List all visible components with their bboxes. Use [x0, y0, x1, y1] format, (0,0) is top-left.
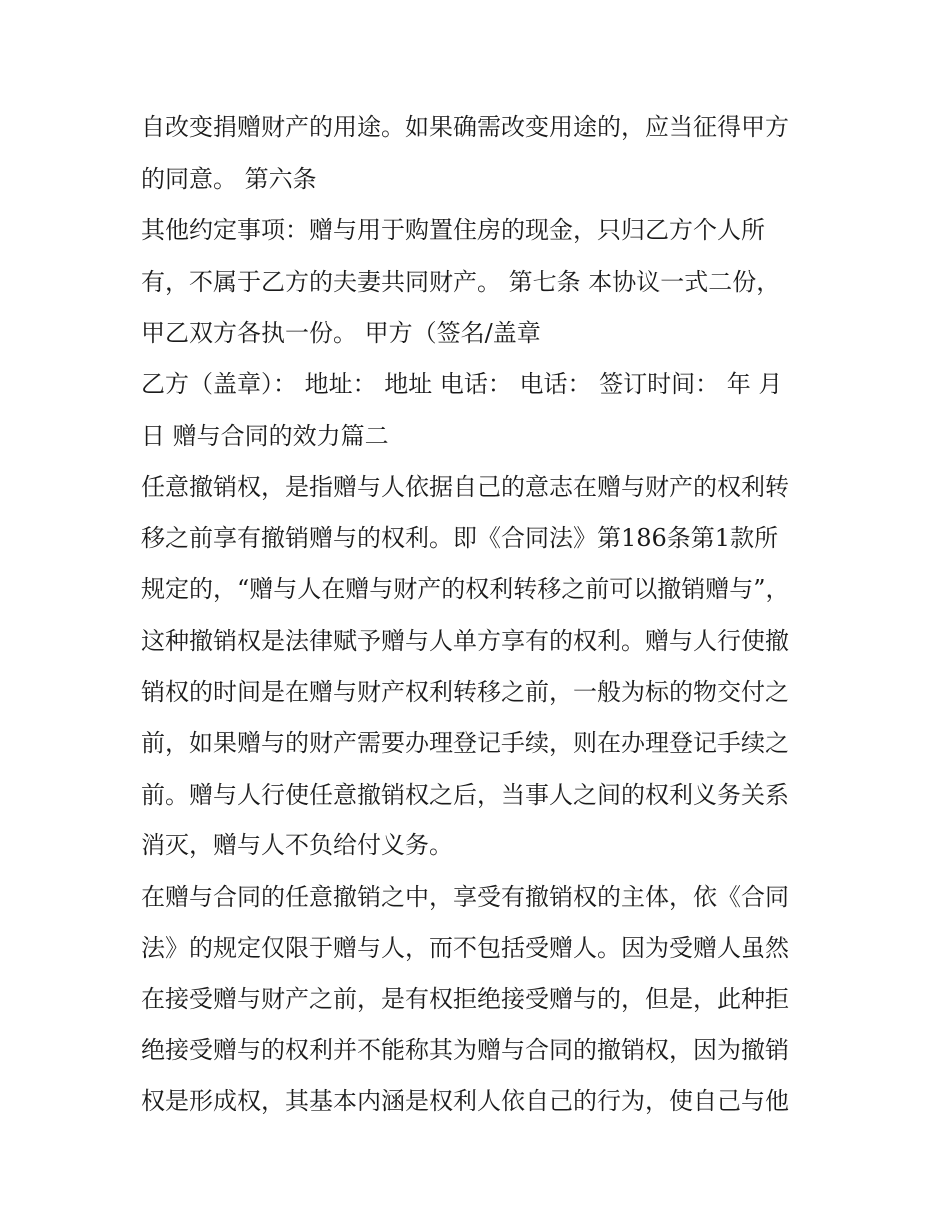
text-line: 的同意。 第六条 [141, 165, 317, 193]
text-line: 法》的规定仅限于赠与人，而不包括受赠人。因为受赠人虽然 [141, 934, 789, 962]
text-line: 这种撤销权是法律赋予赠与人单方享有的权利。赠与人行使撤 [141, 627, 789, 655]
text-line: 有，不属于乙方的夫妻共同财产。 第七条 本协议一式二份， [141, 268, 781, 296]
text-line: 在赠与合同的任意撤销之中，享受有撤销权的主体，依《合同 [141, 883, 789, 911]
text-line: 移之前享有撤销赠与的权利。即《合同法》第186条第1款所 [141, 524, 779, 552]
text-line: 前。赠与人行使任意撤销权之后，当事人之间的权利义务关系 [141, 781, 789, 809]
text-line: 自改变捐赠财产的用途。如果确需改变用途的，应当征得甲方 [141, 113, 789, 141]
text-line: 规定的，“赠与人在赠与财产的权利转移之前可以撤销赠与”， [141, 575, 790, 603]
text-line: 其他约定事项：赠与用于购置住房的现金，只归乙方个人所 [141, 216, 765, 244]
text-line: 任意撤销权，是指赠与人依据自己的意志在赠与财产的权利转 [141, 473, 789, 501]
text-line: 消灭，赠与人不负给付义务。 [141, 831, 453, 859]
text-line: 在接受赠与财产之前，是有权拒绝接受赠与的，但是，此种拒 [141, 985, 789, 1013]
text-line: 绝接受赠与的权利并不能称其为赠与合同的撤销权，因为撤销 [141, 1036, 789, 1064]
text-line: 甲乙双方各执一份。 甲方（签名/盖章 [141, 319, 541, 347]
text-line: 日 赠与合同的效力篇二 [141, 422, 389, 450]
text-line: 乙方（盖章）： 地址： 地址 电话： 电话： 签订时间： 年 月 [141, 370, 783, 398]
text-line: 前，如果赠与的财产需要办理登记手续，则在办理登记手续之 [141, 729, 789, 757]
text-line: 销权的时间是在赠与财产权利转移之前，一般为标的物交付之 [141, 678, 789, 706]
text-line: 权是形成权，其基本内涵是权利人依自己的行为，使自己与他 [141, 1087, 789, 1115]
